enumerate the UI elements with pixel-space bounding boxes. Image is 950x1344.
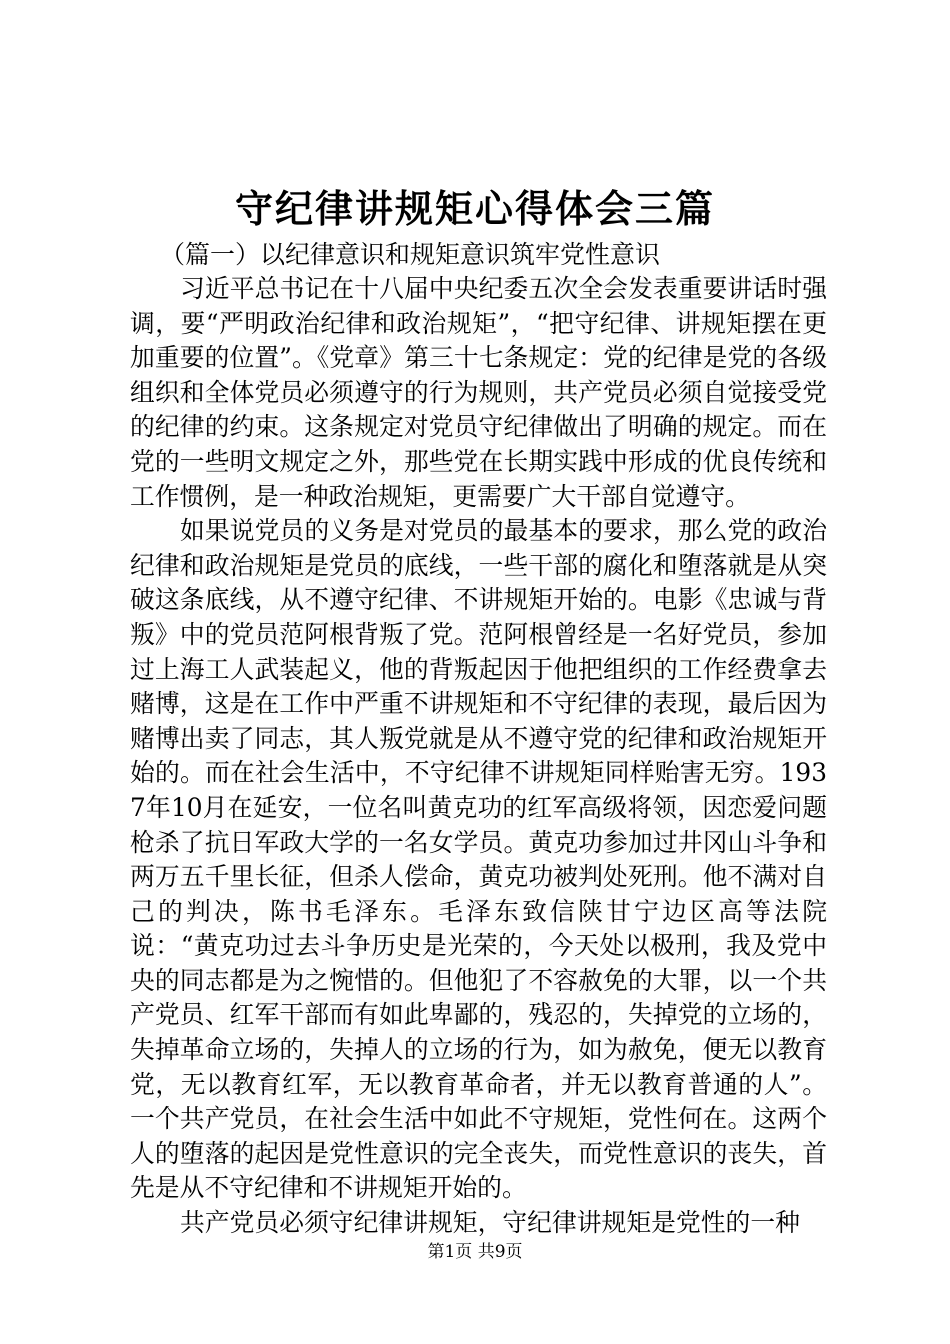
section-heading: （篇一）以纪律意识和规矩意识筑牢党性意识 <box>160 240 661 269</box>
document-body <box>130 272 827 1241</box>
body-paragraph: 如果说党员的义务是对党员的最基本的要求，那么党的政治纪律和政治规矩是党员的底线，一些干部的腐化和堕落就是从突破这条底线，从不遵守纪律、不讲规矩开始的。电影《忠诚与背叛》中的党员范阿根背叛了党。范阿根曾经是一名好党员，参加过上海工人武装起义，他的背叛起因于他把组织的工作经费拿去赌博，这是在工作中严重不讲规矩和不守纪律的表现，最后因为赌博出卖了同志，其人叛党就是从不遵守党的纪律和政治规矩开始的。而在社会生活中，不守纪律不讲规矩同样贻害无穷。1937年10月在延安，一位名叫黄克功的红军高级将领，因恋爱问题枪杀了抗日军政大学的一名女学员。黄克功参加过井冈山斗争和两万五千里长征，但杀人偿命，黄克功被判处死刑。他不满对自己的判决，陈书毛泽东。毛泽东致信陕甘宁边区高等法院说：“黄克功过去斗争历史是光荣的，今天处以极刑，我及党中央的同志都是为之惋惜的。但他犯了不容赦免的大罪，以一个共产党员、红军干部而有如此卑鄙的，残忍的，失掉党的立场的，失掉革命立场的，失掉人的立场的行为，如为赦免，便无以教育党，无以教育红军，无以教育革命者，并无以教育普通的人”。一个共产党员，在社会生活中如此不守规矩，党性何在。这两个人的堕落的起因是党性意识的完全丧失，而党性意识的丧失，首先是从不守纪律和不讲规矩开始的。 <box>130 516 827 1203</box>
body-paragraph: 共产党员必须守纪律讲规矩，守纪律讲规矩是党性的一种 <box>180 1208 800 1238</box>
page-footer: 第1页 共9页 <box>427 1242 523 1262</box>
document-title: 守纪律讲规矩心得体会三篇 <box>234 186 715 231</box>
body-paragraph: 习近平总书记在十八届中央纪委五次全会发表重要讲话时强调，要“严明政治纪律和政治规矩”，“把守纪律、讲规矩摆在更加重要的位置”。《党章》第三十七条规定：党的纪律是党的各级组织和全体党员必须遵守的行为规则，共产党员必须自觉接受党的纪律的约束。这条规定对党员守纪律做出了明确的规定。而在党的一些明文规定之外，那些党在长期实践中形成的优良传统和工作惯例，是一种政治规矩，更需要广大干部自觉遵守。 <box>130 274 827 511</box>
